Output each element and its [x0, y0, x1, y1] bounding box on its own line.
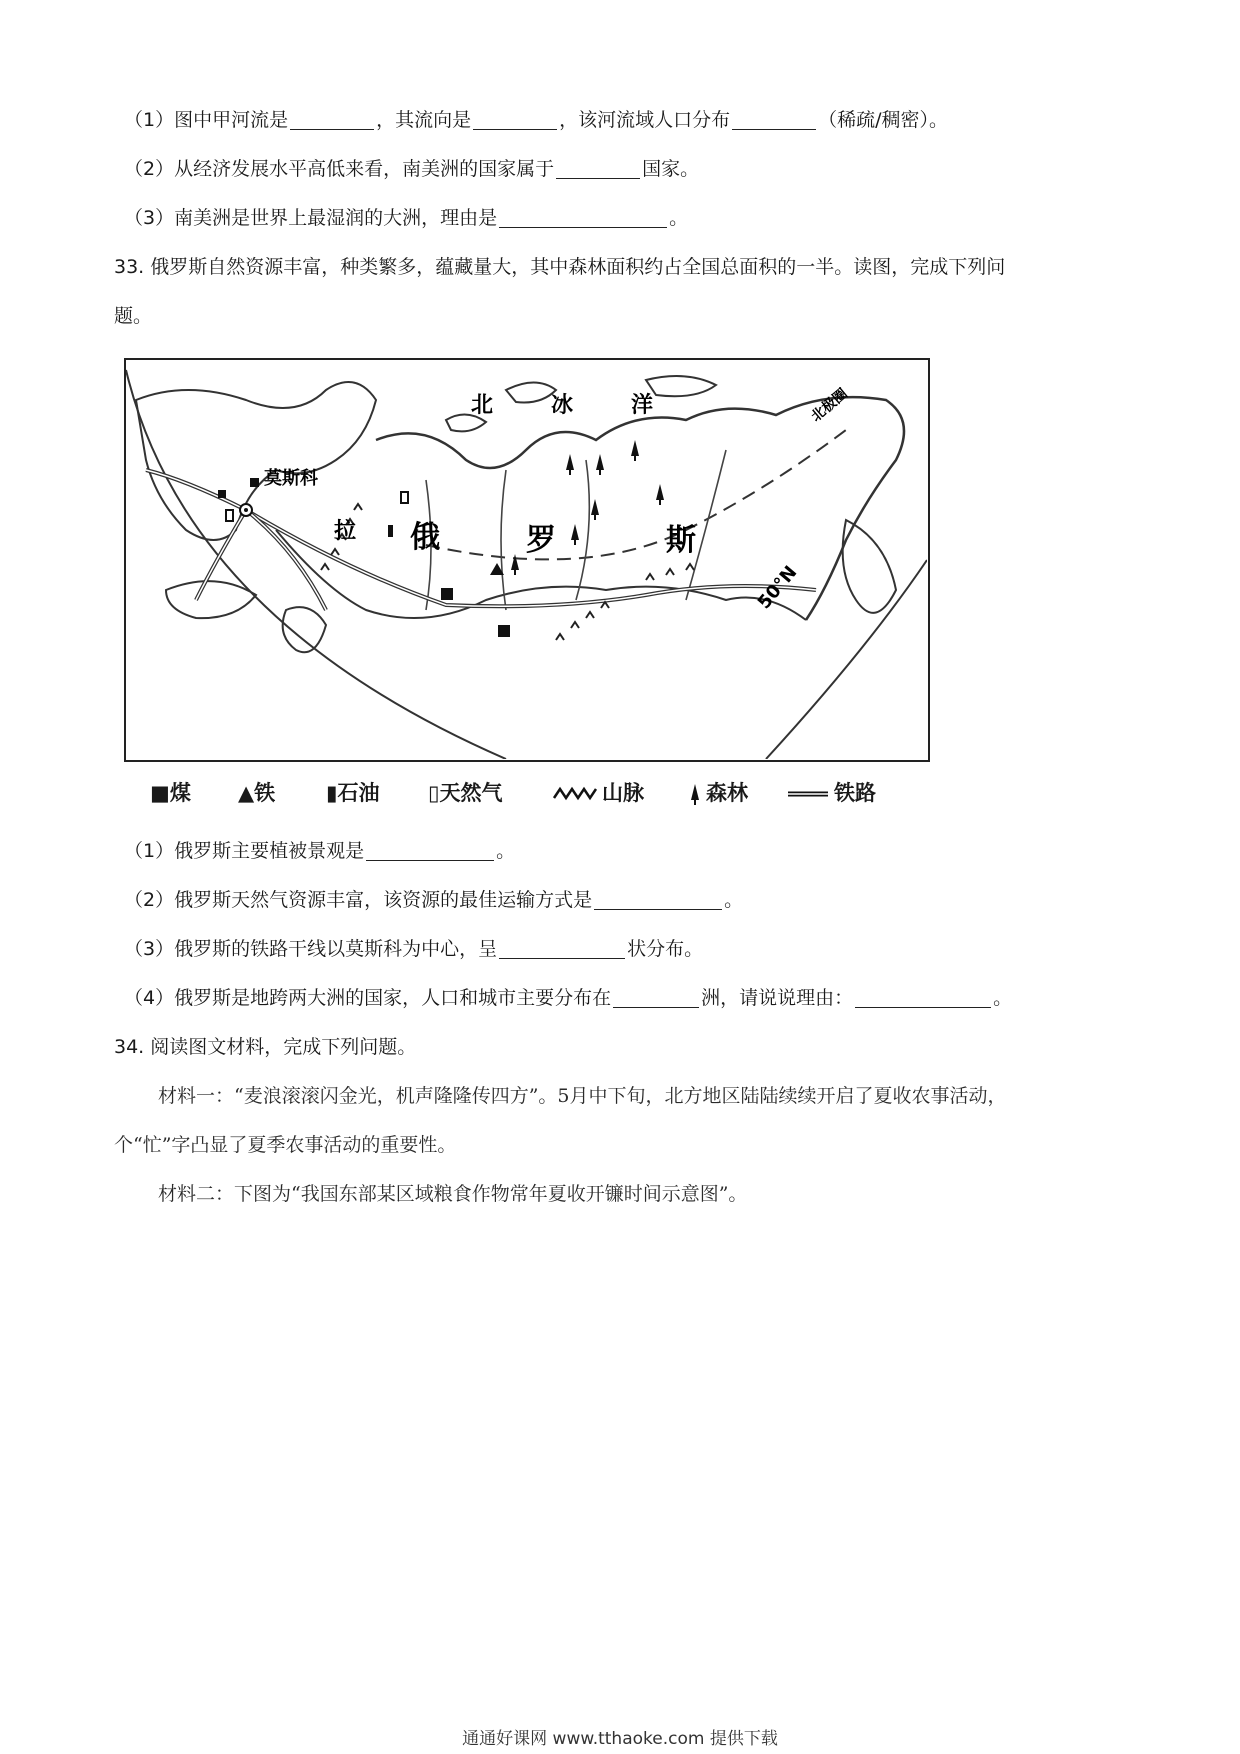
russia-resource-map [124, 358, 930, 762]
q33-sub4: （4）俄罗斯是地跨两大洲的国家，人口和城市主要分布在 洲，请说说理由： 。 [124, 987, 1013, 1009]
map-label-arctic-circle: 北极圈 [808, 385, 851, 426]
q34-material-2: 材料二：下图为“我国东部某区域粮食作物常年夏收开镰时间示意图”。 [158, 1183, 748, 1205]
coal-symbol [498, 625, 510, 637]
legend-iron: ▲铁 [238, 781, 276, 805]
legend-mountain: 山脉 [602, 781, 644, 805]
q32-sub1: （1）图中甲河流是 ，其流向是 ，该河流域人口分布 （稀疏/稠密）。 [124, 109, 949, 131]
answer-blank[interactable] [290, 109, 374, 130]
coal-symbol [218, 490, 226, 498]
map-label-moscow: 莫斯科 [264, 468, 318, 489]
legend-mountain-icon [552, 786, 600, 802]
q34-material-1: 材料一：“麦浪滚滚闪金光，机声隆隆传四方”。5月中下旬，北方地区陆陆续续开启了夏收农事活动， [158, 1085, 1007, 1107]
map-label-country-3: 斯 [666, 523, 696, 558]
q34-intro: 34. 阅读图文材料，完成下列问题。 [114, 1036, 417, 1058]
page-footer: 通通好课网 www.tthaoke.com 提供下载 [462, 1729, 778, 1749]
gas-symbol [401, 492, 408, 503]
map-label-mountain: 拉 [334, 519, 357, 544]
map-label-ocean-1: 北 [471, 393, 494, 418]
legend-coal: ■煤 [150, 781, 191, 805]
black-sea [166, 581, 256, 618]
map-label-latitude: 50°N [753, 562, 802, 614]
legend-forest: 森林 [706, 781, 748, 805]
graticule-arc [126, 370, 506, 759]
island [646, 376, 716, 396]
answer-blank[interactable] [473, 109, 557, 130]
answer-blank[interactable] [855, 987, 991, 1008]
answer-blank[interactable] [594, 889, 722, 910]
map-label-ocean-3: 洋 [631, 393, 654, 418]
map-label-ocean-2: 冰 [551, 393, 574, 418]
coal-symbol [250, 478, 259, 487]
q32-sub3: （3）南美洲是世界上最湿润的大洲，理由是 。 [124, 207, 689, 229]
q33-sub1: （1）俄罗斯主要植被景观是 。 [124, 840, 516, 862]
map-drawing [126, 360, 927, 759]
answer-blank[interactable] [613, 987, 699, 1008]
legend-rail: 铁路 [834, 781, 876, 805]
answer-blank[interactable] [366, 840, 494, 861]
caspian-sea [283, 607, 326, 652]
legend-oil: ▮石油 [326, 781, 380, 805]
oil-symbol [388, 525, 393, 537]
answer-blank[interactable] [732, 109, 816, 130]
q33-intro-cont: 题。 [114, 305, 153, 327]
railway-inner [246, 510, 326, 610]
graticule-arc-right [766, 560, 927, 759]
moscow-dot [244, 508, 248, 512]
railway [146, 470, 246, 510]
map-legend [150, 778, 910, 808]
island [506, 383, 556, 403]
mountain-symbols [321, 504, 694, 640]
gas-symbol [226, 510, 233, 521]
answer-blank[interactable] [499, 938, 625, 959]
kamchatka [843, 520, 896, 613]
q33-sub2: （2）俄罗斯天然气资源丰富，该资源的最佳运输方式是 。 [124, 889, 744, 911]
q34-material-1-cont: 个“忙”字凸显了夏季农事活动的重要性。 [114, 1134, 457, 1156]
river [576, 460, 589, 600]
answer-blank[interactable] [556, 158, 640, 179]
map-label-country-1: 俄 [410, 520, 440, 555]
river [501, 470, 506, 610]
q33-sub3: （3）俄罗斯的铁路干线以莫斯科为中心，呈 状分布。 [124, 938, 704, 960]
coal-symbol [441, 588, 453, 600]
map-label-country-2: 罗 [526, 523, 556, 558]
q32-sub2: （2）从经济发展水平高低来看，南美洲的国家属于 国家。 [124, 158, 700, 180]
legend-forest-icon [688, 782, 702, 806]
legend-rail-icon [786, 788, 830, 800]
answer-blank[interactable] [499, 207, 667, 228]
railway [246, 510, 326, 610]
q33-intro: 33. 俄罗斯自然资源丰富，种类繁多，蕴藏量大，其中森林面积约占全国总面积的一半。读图，完成下列问 [114, 256, 1006, 278]
legend-gas: ▯天然气 [428, 781, 503, 805]
